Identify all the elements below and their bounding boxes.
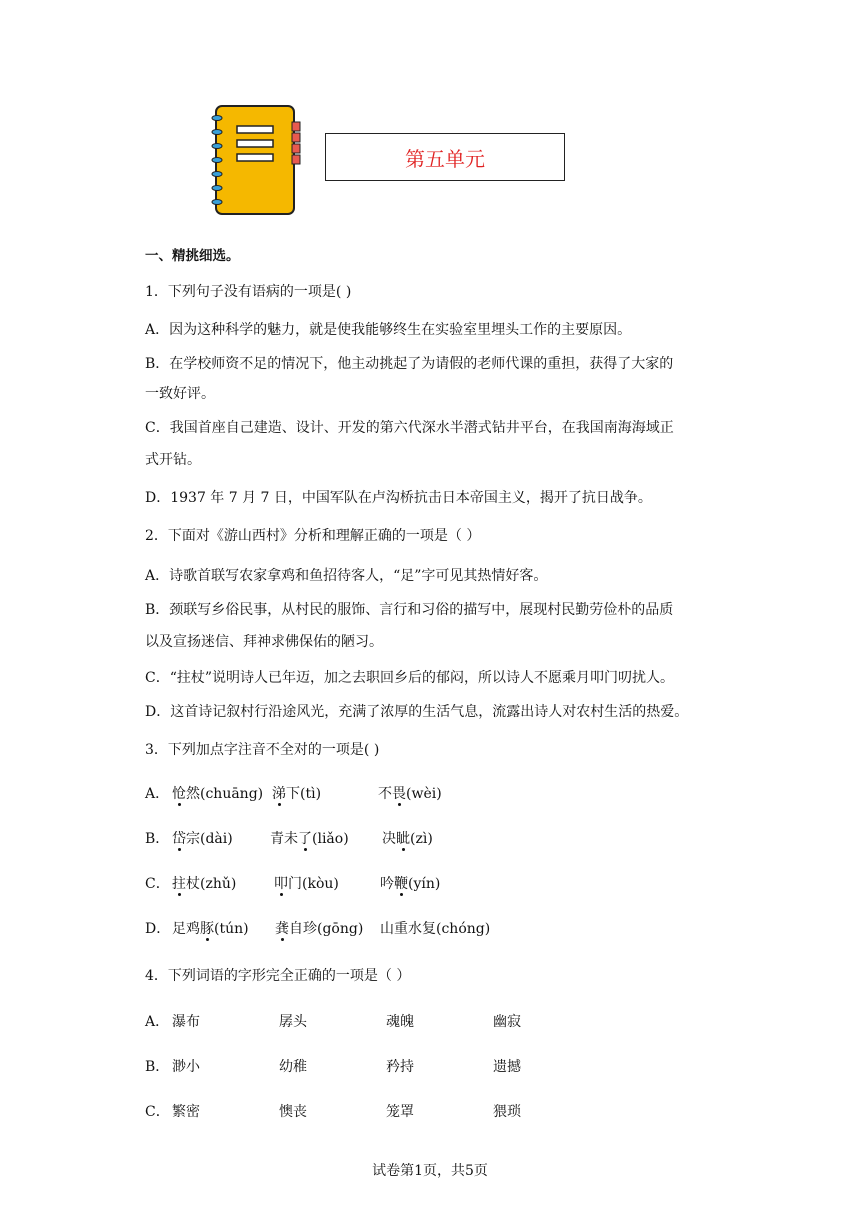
q1-option-c-cont: 式开钻。	[145, 452, 201, 468]
q2-option-a: A．诗歌首联写农家拿鸡和鱼招待客人，“足”字可见其热情好客。	[145, 568, 548, 584]
q1-option-d: D．1937 年 7 月 7 日，中国军队在卢沟桥抗击日本帝国主义，揭开了抗日战争。	[145, 490, 652, 506]
q3-option-c: C． 拄杖(zhǔ) 叩门(kòu) 吟鞭(yín)	[145, 876, 441, 892]
q4-option-b: B． 渺小 幼稚 矜持 遗撼	[145, 1059, 521, 1075]
page-footer: 试卷第1页，共5页	[372, 1163, 488, 1179]
q2-stem: 2．下面对《游山西村》分析和理解正确的一项是（ ）	[145, 528, 481, 544]
q2-option-d: D．这首诗记叙村行沿途风光，充满了浓厚的生活气息，流露出诗人对农村生活的热爱。	[145, 704, 689, 720]
q4-option-c: C． 繁密 懊丧 笼罩 猥琐	[145, 1104, 521, 1120]
q1-option-a: A．因为这种科学的魅力，就是使我能够终生在实验室里埋头工作的主要原因。	[145, 322, 632, 338]
section-title: 一、精挑细选。	[145, 248, 240, 264]
notebook-icon	[210, 104, 302, 216]
q3-option-d: D． 足鸡豚(tún) 龚自珍(gōng) 山重水复(chóng)	[145, 921, 491, 937]
unit-title: 第五单元	[325, 133, 565, 181]
q3-stem: 3．下列加点字注音不全对的一项是( )	[145, 742, 380, 758]
q1-option-b: B．在学校师资不足的情况下，他主动挑起了为请假的老师代课的重担，获得了大家的	[145, 356, 674, 372]
q2-option-b-cont: 以及宣扬迷信、拜神求佛保佑的陋习。	[145, 634, 383, 650]
q3-option-b: B． 岱宗(dài) 青未了(liǎo) 决眦(zì)	[145, 831, 433, 847]
q4-stem: 4．下列词语的字形完全正确的一项是（ ）	[145, 968, 411, 984]
q1-stem: 1．下列句子没有语病的一项是( )	[145, 284, 352, 300]
q1-option-c: C．我国首座自己建造、设计、开发的第六代深水半潜式钻井平台，在我国南海海域正	[145, 420, 674, 436]
q4-option-a: A． 瀑布 孱头 魂魄 幽寂	[145, 1014, 521, 1030]
q2-option-b: B．颈联写乡俗民事，从村民的服饰、言行和习俗的描写中，展现村民勤劳俭朴的品质	[145, 602, 674, 618]
q3-option-a: A． 怆然(chuāng) 涕下(tì) 不畏(wèi)	[145, 786, 442, 802]
q1-option-b-cont: 一致好评。	[145, 386, 215, 402]
q2-option-c: C．“拄杖”说明诗人已年迈，加之去职回乡后的郁闷，所以诗人不愿乘月叩门叨扰人。	[145, 670, 675, 686]
